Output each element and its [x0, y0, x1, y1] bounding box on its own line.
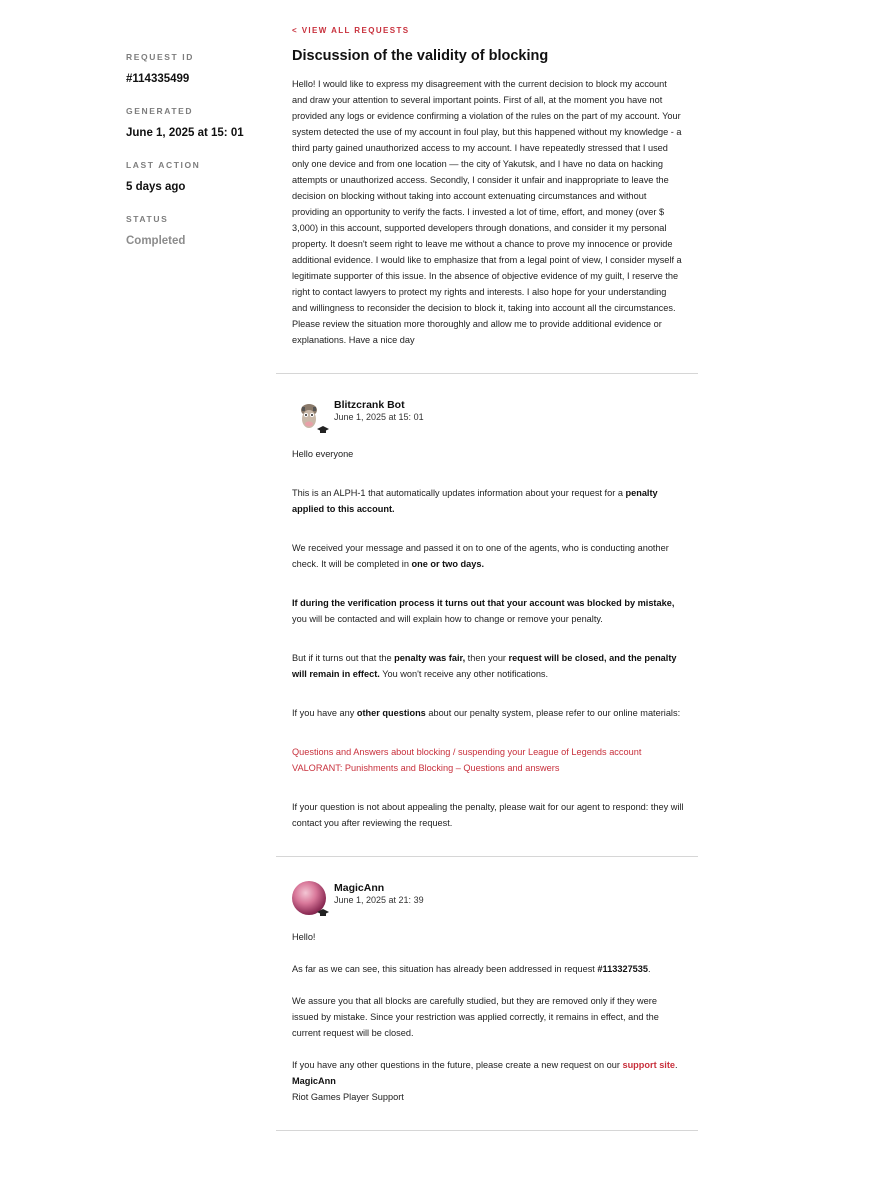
text: Hello! [292, 932, 316, 942]
comment-paragraph [292, 929, 684, 945]
bold-text: MagicAnn [292, 1076, 336, 1086]
comment-paragraph [292, 705, 684, 721]
bold-text: penalty was fair, [394, 653, 466, 663]
lol-blocking-faq-link[interactable]: Questions and Answers about blocking / suspending your League of Legends account [292, 747, 642, 757]
request-main [276, 26, 698, 1131]
generated-value: June 1, 2025 at 15: 01 [126, 127, 244, 139]
bold-text: request will be closed, and the penalty will remain in effect. [292, 653, 677, 679]
comment-date: June 1, 2025 at 21: 39 [334, 895, 424, 905]
comment-header [292, 881, 682, 921]
text: If you have any [292, 708, 357, 718]
text: We assure you that all blocks are carefully studied, but they are removed only if they were issued by mistake. Since your restriction was applied correctly, it remains in effect, and the current request will be closed. [292, 996, 659, 1038]
request-sidebar [126, 52, 266, 268]
text: This is an ALPH-1 that automatically updates information about your request for a [292, 488, 626, 498]
bold-text: penalty applied to this account. [292, 488, 658, 514]
signature-name [292, 1073, 684, 1089]
status-value: Completed [126, 235, 186, 247]
robot-avatar [292, 398, 326, 432]
meta-request-id [126, 52, 266, 106]
comment-date: June 1, 2025 at 15: 01 [334, 412, 424, 422]
comment-body [292, 929, 684, 1105]
text: We received your message and passed it on to one of the agents, who is conducting another check. It will be completed in [292, 543, 669, 569]
request-title: Discussion of the validity of blocking [292, 48, 549, 64]
text: Hello everyone [292, 449, 354, 459]
comment-paragraph [292, 1057, 684, 1073]
comment-paragraph [292, 799, 684, 831]
view-all-requests-link[interactable]: < VIEW ALL REQUESTS [292, 26, 410, 35]
request-description: Hello! I would like to express my disagreement with the current decision to block my account and draw your attention to several important points. First of all, at the moment you have not provided any logs or evidence confirming a violation of the rules on the part of my account. Your system detected the use of my account in foul play, but this happened without my knowledge - a third party gained unauthorized access to my account. I have repeatedly stressed that I used only one device and from one location — the city of Yakutsk, and I have no data on hacking attempts or unauthorized access. Secondly, I consider it unfair and inappropriate to leave the decision on blocking without taking into account extenuating circumstances and without providing an opportunity to verify the facts. I invested a lot of time, effort, and money (over $ 3,000) in this account, supported developers through donations, and consider it my personal property. It doesn't seem right to leave me without a chance to prove my innocence or provide additional evidence. I would like to emphasize that from a legal point of view, I consider myself a legitimate supporter of this issue. In the absence of objective evidence of my guilt, I reserve the right to contact lawyers to protect my rights and interests. I also hope for your understanding and willingness to reconsider the decision to block it, taking into account all the circumstances. Please review the situation more thoroughly and allow me to provide additional evidence or explanations. Have a nice day [292, 79, 682, 345]
text: But if it turns out that the [292, 653, 395, 663]
text: If your question is not about appealing the penalty, please wait for our agent to respond: they will contact you after reviewing the request. [292, 802, 684, 828]
meta-generated [126, 106, 266, 160]
generated-label: GENERATED [126, 106, 194, 116]
comment-header [292, 398, 682, 438]
text: . [648, 964, 651, 974]
comment-paragraph [292, 446, 684, 462]
comment-paragraph [292, 961, 684, 977]
comment-bot [276, 374, 698, 831]
comment-paragraph [292, 650, 684, 682]
last-action-value: 5 days ago [126, 181, 186, 193]
request-number: #113327535 [597, 964, 649, 974]
bold-text: If during the verification process it turns out that your account was blocked by mistake, [292, 598, 675, 608]
text: You won't receive any other notifications. [379, 669, 549, 679]
bold-text: one or two days. [411, 559, 484, 569]
signature-team [292, 1089, 684, 1105]
text: If you have any other questions in the future, please create a new request on our [292, 1060, 623, 1070]
comment-paragraph [292, 595, 684, 627]
comment-author: Blitzcrank Bot [334, 399, 405, 411]
comment-agent [276, 857, 698, 1105]
meta-status [126, 214, 266, 268]
support-site-link[interactable]: support site [622, 1060, 676, 1070]
comment-paragraph [292, 540, 684, 572]
comment-author: MagicAnn [334, 882, 385, 894]
request-id-value: #114335499 [126, 73, 190, 85]
text: about our penalty system, please refer to our online materials: [425, 708, 681, 718]
comment-body [292, 446, 684, 831]
bold-text: other questions [356, 708, 426, 718]
text: . [675, 1060, 678, 1070]
text: then your [465, 653, 509, 663]
text: Riot Games Player Support [292, 1092, 404, 1102]
graduation-cap-icon [317, 909, 329, 917]
author-block [334, 882, 424, 907]
last-action-label: LAST ACTION [126, 160, 201, 170]
valorant-punishments-faq-link[interactable]: VALORANT: Punishments and Blocking – Questions and answers [292, 763, 560, 773]
agent-avatar [292, 881, 326, 915]
status-label: STATUS [126, 214, 169, 224]
text: As far as we can see, this situation has already been addressed in request [292, 964, 598, 974]
text: you will be contacted and will explain how to change or remove your penalty. [292, 614, 603, 624]
meta-last-action [126, 160, 266, 214]
help-links [292, 744, 684, 776]
divider [276, 1130, 698, 1131]
graduation-cap-icon [317, 426, 329, 434]
author-block [334, 399, 424, 424]
request-id-label: REQUEST ID [126, 52, 194, 62]
comment-paragraph [292, 485, 684, 517]
comment-paragraph [292, 993, 684, 1041]
